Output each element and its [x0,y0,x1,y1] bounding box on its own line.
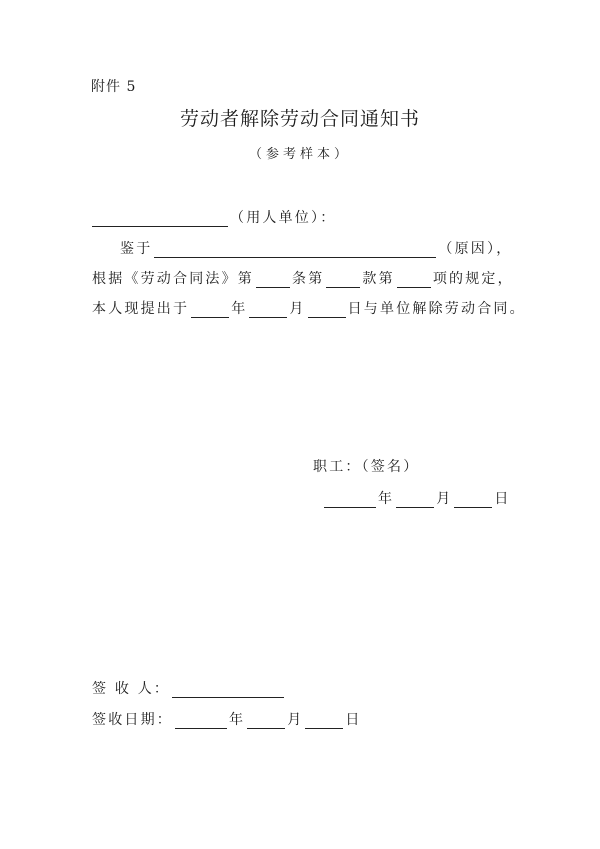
employee-signature-line [313,456,419,476]
article-text: 条第 [292,271,325,287]
item-suffix: 项的规定， [432,271,514,287]
paragraph-blank[interactable] [326,273,360,288]
article-blank[interactable] [256,273,290,288]
law-prefix: 根据《劳动合同法》第 [92,271,254,287]
reason-suffix: （原因）， [438,241,513,257]
receipt-month-blank[interactable] [247,714,285,729]
reason-blank[interactable] [154,243,436,258]
receipt-year-blank[interactable] [175,714,227,729]
receipt-year-text: 年 [229,712,246,728]
employer-line [92,207,336,227]
employee-year-text: 年 [378,491,395,507]
employee-day-blank[interactable] [454,493,492,508]
document-title: 劳动者解除劳动合同通知书 [179,108,420,130]
paragraph-text: 款第 [362,271,395,287]
employee-day-text: 日 [494,491,511,507]
annex-label: 附件 5 [91,79,137,95]
whereas-prefix: 鉴于 [120,241,153,257]
employee-signature-label: 职工：（签名） [313,459,420,475]
termination-month-text: 月 [289,301,306,317]
employer-suffix: （用人单位）： [230,210,337,226]
employee-date-line [324,488,511,508]
reason-line [120,238,512,258]
employee-month-blank[interactable] [396,493,434,508]
termination-day-suffix: 日与单位解除劳动合同。 [347,301,526,317]
termination-day-blank[interactable] [308,303,346,318]
receipt-date-label: 签收日期： [92,712,173,728]
termination-year-blank[interactable] [191,303,229,318]
receipt-date-line [92,709,362,729]
termination-month-blank[interactable] [249,303,287,318]
receipt-day-text: 日 [345,712,362,728]
termination-year-text: 年 [231,301,248,317]
receiver-name-blank[interactable] [172,683,284,698]
receiver-label: 签 收 人： [92,681,171,697]
employee-month-text: 月 [436,491,453,507]
item-blank[interactable] [397,273,431,288]
receipt-day-blank[interactable] [305,714,343,729]
receipt-month-text: 月 [287,712,304,728]
termination-date-line [92,298,526,318]
employer-name-blank[interactable] [92,212,228,227]
receiver-line [92,678,286,698]
propose-prefix: 本人现提出于 [92,301,190,317]
document-subtitle: （参考样本） [248,147,351,162]
law-article-line [92,268,514,288]
employee-year-blank[interactable] [324,493,376,508]
